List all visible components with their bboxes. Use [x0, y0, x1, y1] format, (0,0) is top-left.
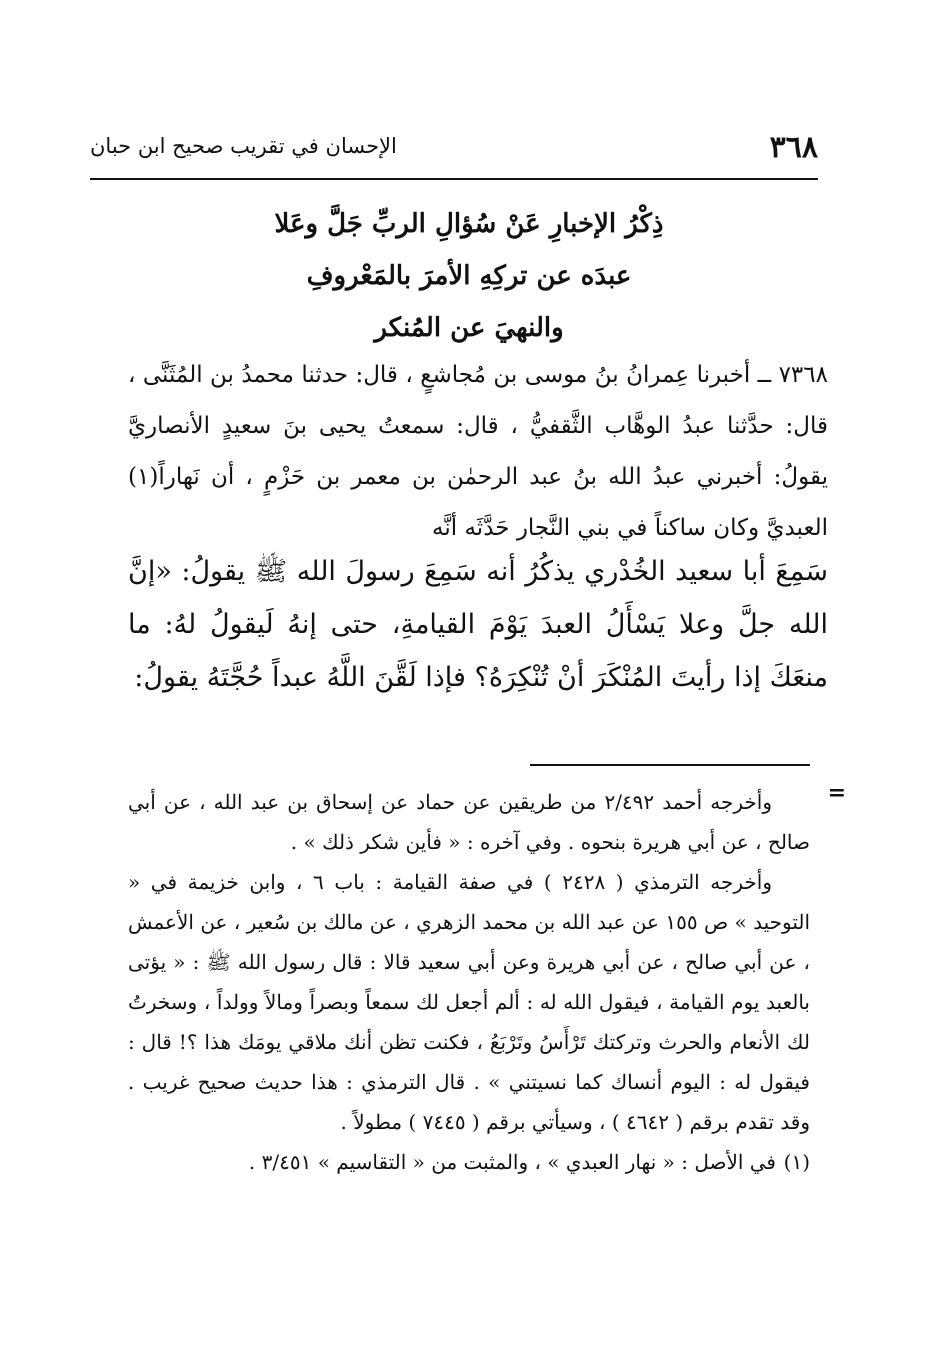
page-number: ٣٦٨	[769, 130, 818, 165]
footnote-continued-paragraph-1: وأخرجه أحمد ٢/٤٩٢ من طريقين عن حماد عن إسحاق بن عبد الله ، عن أبي صالح ، عن أبي هريرة بنحوه . وفي آخره : « فأين شكر ذلك » .	[128, 790, 810, 854]
footnote-1-number: (١)	[783, 1150, 810, 1174]
chapter-heading-line-3: والنهيَ عن المُنكر	[374, 313, 564, 343]
footnote-continuation-mark: =	[827, 780, 846, 806]
running-title: الإحسان في تقريب صحيح ابن حبان	[90, 134, 397, 158]
page-header	[90, 128, 818, 176]
footnote-continued-paragraph-2: وأخرجه الترمذي ( ٢٤٢٨ ) في صفة القيامة : باب ٦ ، وابن خزيمة في « التوحيد » ص ١٥٥ عن عبد الله بن محمد الزهري ، عن مالك بن سُعير ، عن الأعمش ، عن أبي صالح ، عن أبي هريرة وعن أبي سعيد قالا : قال رسول الله ﷺ : « يؤتى بالعبد يوم القيامة ، فيقول الله له : ألم أجعل لك سمعاً وبصراً ومالاً وولداً ، وسخرتُ لك الأنعام والحرث وتركتك تَرْأَسُ وتَرْبَعُ ، فكنت تظن أنك ملاقي يومَك هذا ؟! قال : فيقول له : اليوم أنساك كما نسيتني » . قال الترمذي : هذا حديث صحيح غريب . وقد تقدم برقم ( ٤٦٤٢ ) ، وسيأتي برقم ( ٧٤٤٥ ) مطولاً .	[128, 870, 811, 1134]
hadith-isnad: ٧٣٦٨ ــ أخبرنا عِمرانُ بنُ موسى بن مُجاشعٍ ، قال: حدثنا محمدُ بن المُثَنَّى ، قال: حدَّثنا عبدُ الوهَّاب الثَّقفيُّ ، قال: سمعتُ يحيى بنَ سعيدٍ الأنصاريَّ يقولُ: أخبرني عبدُ الله بنُ عبد الرحمٰن بن معمر بن حَزْمٍ ، أن نَهاراً(١) العبديَّ وكان ساكناً في بني النَّجار حَدَّثَه أنَّه	[128, 362, 828, 541]
footnote-1-text: في الأصل : « نهار العبدي » ، والمثبت من « التقاسيم » ٣/٤٥١ .	[248, 1150, 776, 1174]
footnotes-section	[128, 782, 810, 1182]
hadith-matn: سَمِعَ أبا سعيد الخُدْري يذكُرُ أنه سَمِعَ رسولَ الله ﷺ يقولُ: «إنَّ الله جلَّ وعلا يَسْأَلُ العبدَ يَوْمَ القيامةِ، حتى إنهُ لَيقولُ لهُ: ما منعَكَ إذا رأيتَ المُنْكَرَ أنْ تُنْكِرَهُ؟ فإذا لَقَّنَ اللَّهُ عبداً حُجَّتَهُ يقولُ:	[128, 556, 828, 693]
chapter-heading-line-2: عبدَه عن تركِهِ الأمرَ بالمَعْروفِ	[306, 261, 632, 291]
footnote-1	[128, 1142, 810, 1182]
header-rule	[90, 178, 818, 180]
chapter-heading-line-1: ذِكْرُ الإخبارِ عَنْ سُؤالِ الربِّ جَلَّ وعَلا	[274, 209, 664, 239]
chapter-heading	[110, 198, 828, 354]
footnote-separator	[530, 764, 810, 766]
